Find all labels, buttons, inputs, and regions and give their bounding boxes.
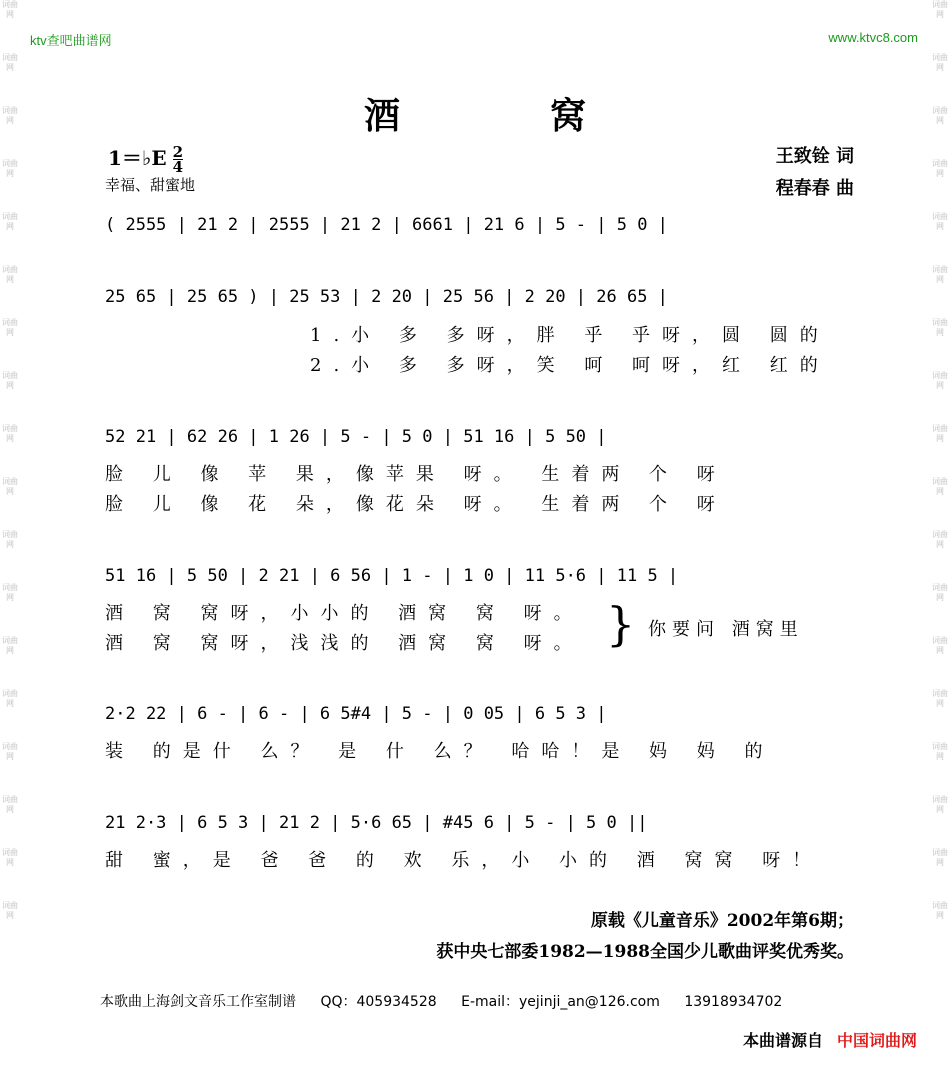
- composer-credit: 程春春 曲: [775, 178, 854, 199]
- footer-phone: 13918934702: [684, 994, 783, 1010]
- origin-label: 本曲谱源自: [742, 1031, 823, 1050]
- key-text: 1＝♭E: [108, 146, 167, 170]
- score-row-4: 51 16 | 5 50 | 2 21 | 6 56 | 1 - | 1 0 | 11 5·6 | 11 5 |: [105, 566, 679, 586]
- score-row-5: 2·2 22 | 6 - | 6 - | 6 5#4 | 5 - | 0 05 | 6 5 3 |: [105, 704, 607, 724]
- left-site-link[interactable]: ktv查吧曲谱网: [30, 33, 112, 48]
- key-signature: [108, 142, 183, 174]
- lyricist-credit: 王致铨 词: [775, 146, 854, 167]
- score-row-1: ( 2555 | 21 2 | 2555 | 21 2 | 6661 | 21 6 | 5 - | 5 0 |: [105, 215, 668, 235]
- score-row-6: 21 2·3 | 6 5 3 | 21 2 | 5·6 65 | #45 6 | 5 - | 5 0 ||: [105, 813, 648, 833]
- verse-brace: }: [606, 597, 636, 651]
- lyric-row3-continuation: 你要问 酒窝里: [648, 619, 804, 640]
- time-signature: [173, 145, 183, 174]
- lyric-row1-verse1: 1.小 多 多呀，胖 乎 乎呀，圆 圆的: [310, 325, 830, 346]
- footer-maker: 本歌曲上海剑文音乐工作室制谱: [100, 994, 296, 1010]
- origin-line: [743, 1028, 917, 1051]
- source-note-1: 原载《儿童音乐》2002年第6期；: [590, 911, 854, 931]
- footer-email[interactable]: E-mail：yejinji_an@126.com: [461, 994, 660, 1010]
- footer-credits: [100, 991, 802, 1011]
- score-row-2: 25 65 | 25 65 ) | 25 53 | 2 20 | 25 56 | 2 20 | 26 65 |: [105, 287, 668, 307]
- lyric-row5: 甜 蜜，是 爸 爸 的 欢 乐，小 小的 酒 窝窝 呀！: [105, 850, 823, 871]
- origin-brand-link[interactable]: 中国词曲网: [836, 1031, 917, 1050]
- right-watermark: 词曲网 词曲网 词曲网 词曲网 词曲网 词曲网 词曲网 词曲网 词曲网 词曲网 词曲网 词曲网 词曲网 词曲网 词曲网 词曲网 词曲网 词曲网: [932, 0, 948, 920]
- lyric-row3-verse1: 酒 窝 窝呀，小小的 酒窝 窝 呀。: [105, 603, 584, 624]
- time-top: 2: [172, 143, 184, 161]
- lyric-row2-verse2: 脸 儿 像 花 朵，像花朵 呀。 生着两 个 呀: [105, 494, 727, 515]
- lyric-row2-verse1: 脸 儿 像 苹 果，像苹果 呀。 生着两 个 呀: [105, 464, 727, 485]
- left-watermark: 词曲网 词曲网 词曲网 词曲网 词曲网 词曲网 词曲网 词曲网 词曲网 词曲网 词曲网 词曲网 词曲网 词曲网 词曲网 词曲网 词曲网 词曲网: [2, 0, 18, 920]
- time-bottom: 4: [172, 158, 184, 176]
- lyric-row4: 装 的是什 么？ 是 什 么？ 哈哈！是 妈 妈 的: [105, 741, 775, 762]
- footer-qq: QQ：405934528: [320, 994, 437, 1010]
- song-title: 酒窝: [363, 96, 736, 137]
- right-site-link[interactable]: www.ktvc8.com: [828, 30, 918, 45]
- mood-marking: 幸福、甜蜜地: [105, 176, 196, 194]
- score-row-3: 52 21 | 62 26 | 1 26 | 5 - | 5 0 | 51 16 | 5 50 |: [105, 427, 607, 447]
- lyric-row3-verse2: 酒 窝 窝呀，浅浅的 酒窝 窝 呀。: [105, 633, 584, 654]
- lyric-row1-verse2: 2.小 多 多呀，笑 呵 呵呀，红 红的: [310, 355, 830, 376]
- source-note-2: 获中央七部委1982—1988全国少儿歌曲评奖优秀奖。: [436, 942, 854, 962]
